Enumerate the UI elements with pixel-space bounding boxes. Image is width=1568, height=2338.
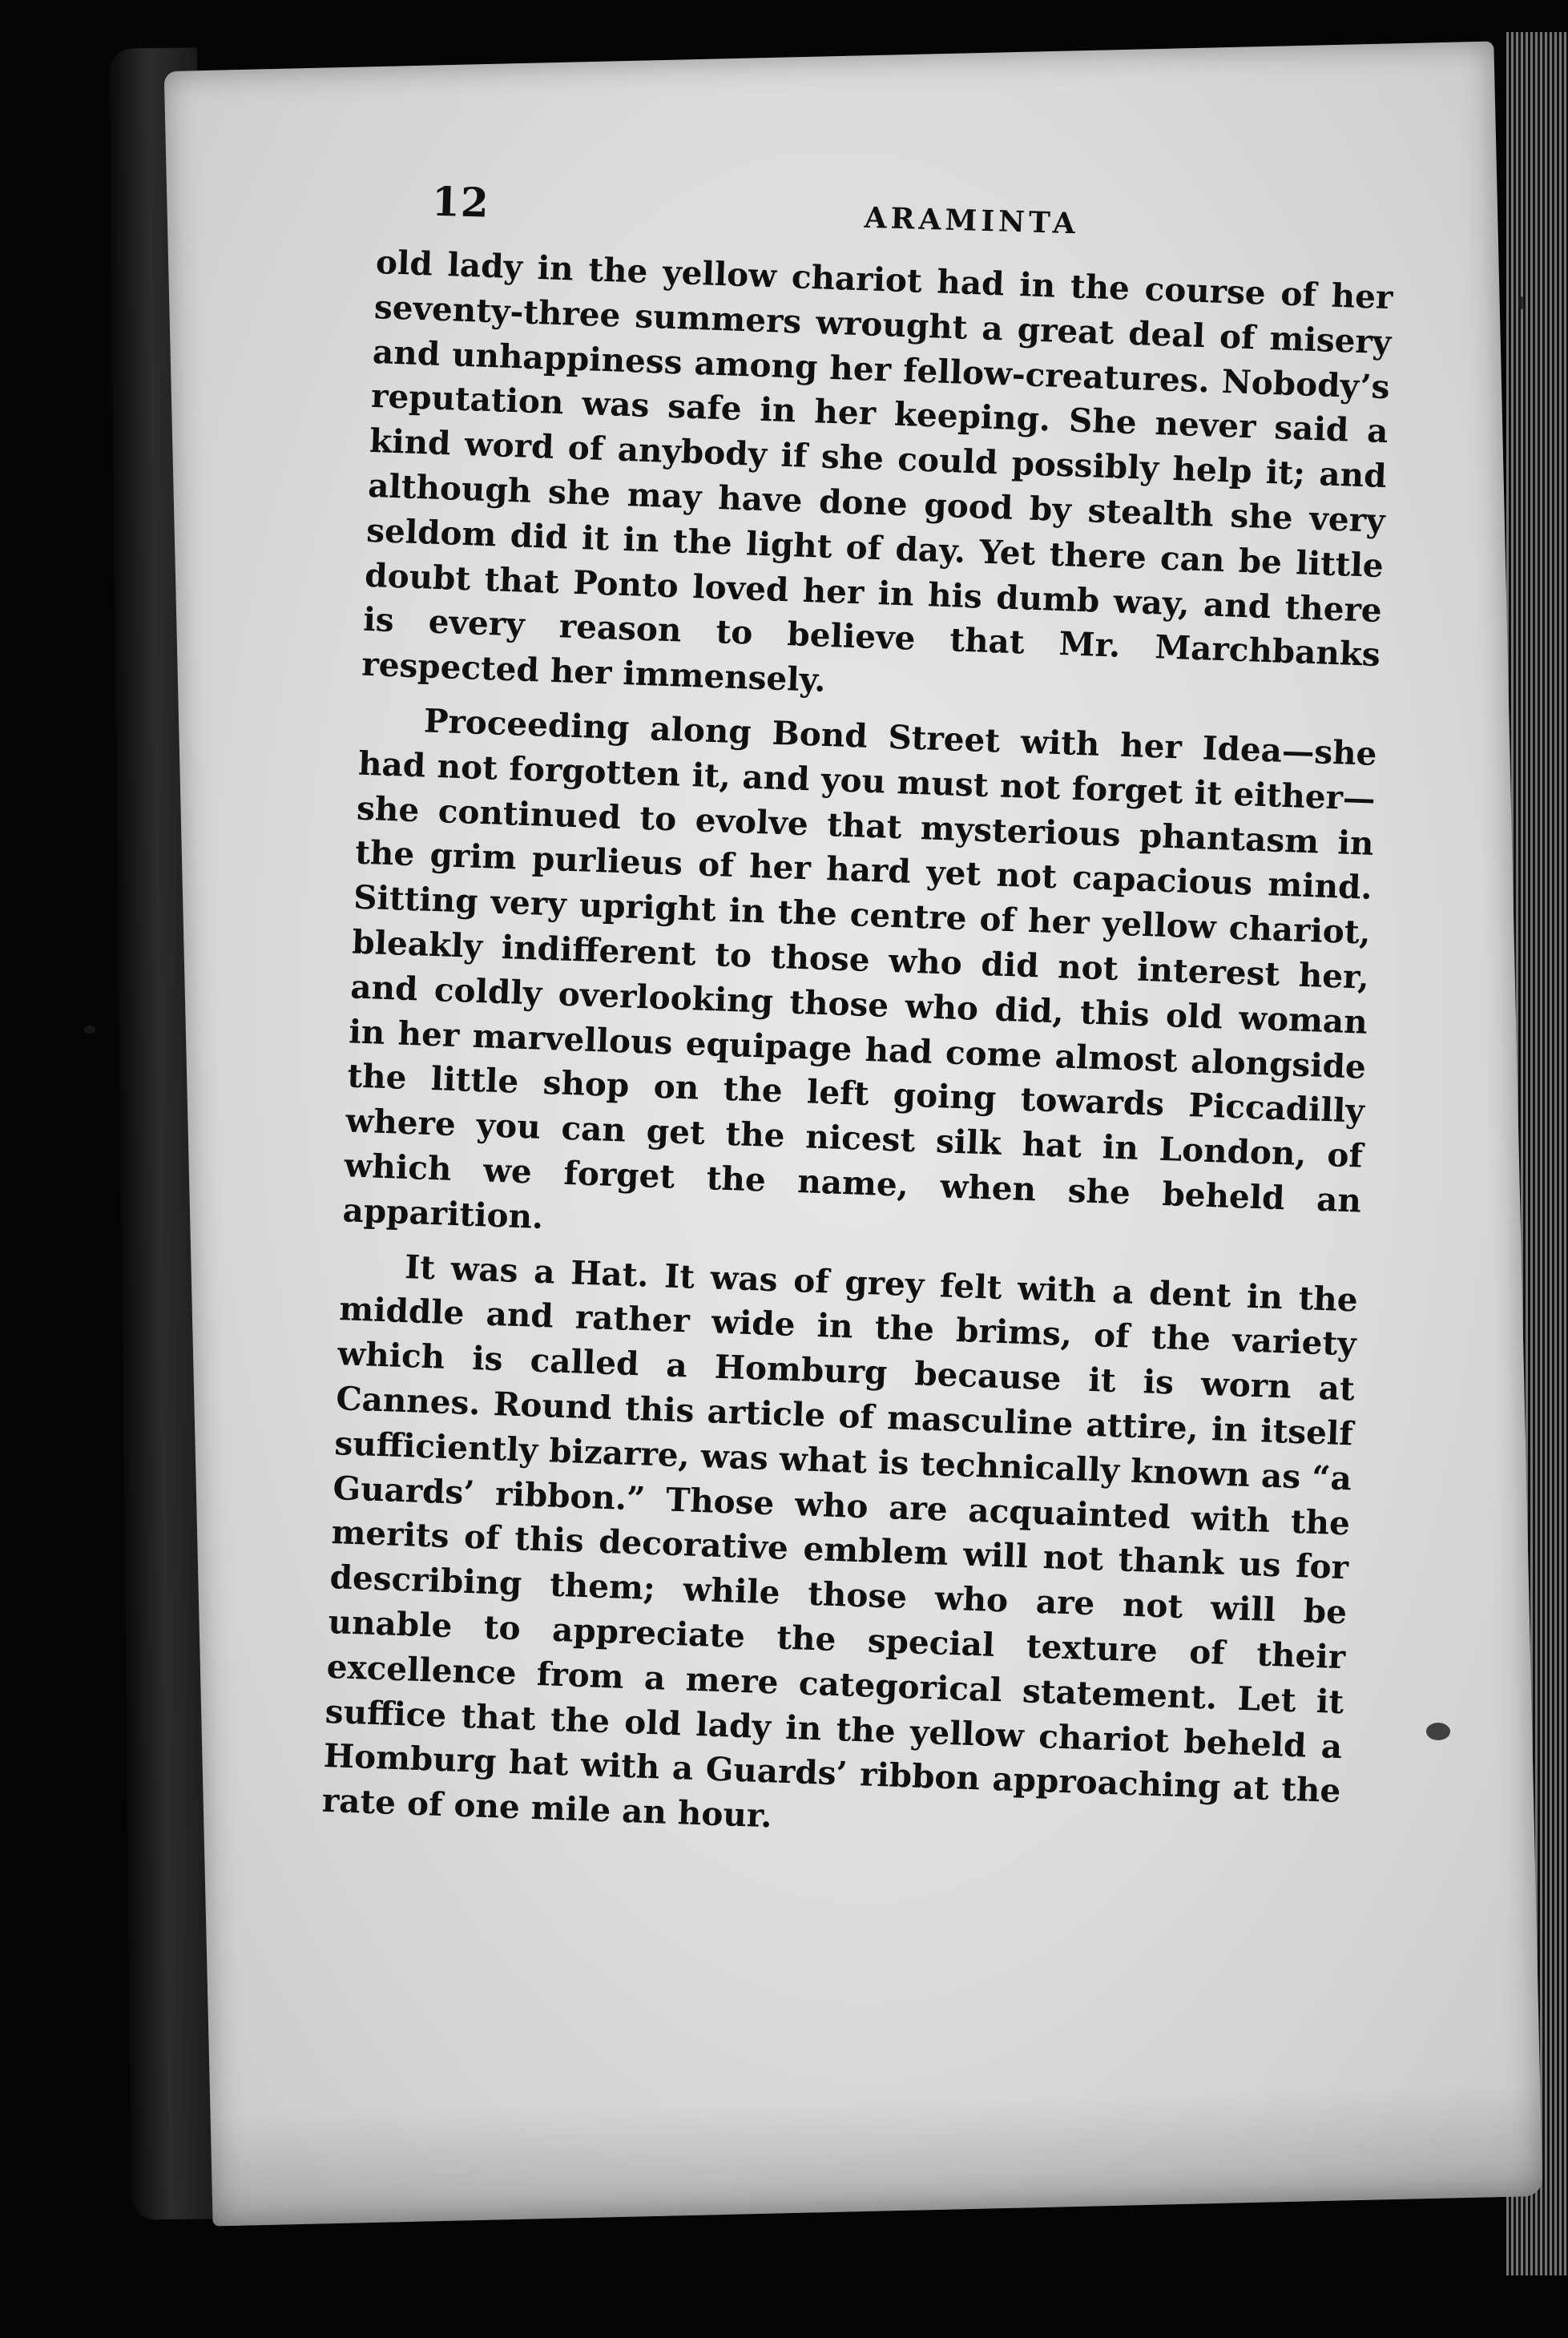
paragraph-2: Proceeding along Bond Street with her Idea—she had not forgotten it, and you must not forget it either—she continued to evolve that mysterious phantasm in the grim purlieus of her hard yet not capacious mind. Sitting very upright in the centre of her yellow chariot, bleakly indifferent to those who did not interest her, and coldly overlooking those who did, this old woman in her marvellous equipage had come almost alongside the little shop on the left going towards Piccadilly where you can get the nicest silk hat in London, of which we forget the name, when she beheld an apparition. [341, 701, 1378, 1236]
paragraph-1: old lady in the yellow chariot had in the course of her seventy-three summers wrought a great deal of misery and unhappiness among her fellow-creatures. Nobody’s reputation was safe in her keeping. She never said a kind word of anybody if she could possibly help it; and although she may have done good by stealth she very seldom did it in the light of day. Yet there can be little doubt that Ponto loved her in his dumb way, and there is every reason to believe that Mr. Marchbanks respected her immensely. [361, 242, 1394, 700]
page-number: 12 [431, 177, 490, 227]
running-title: ARAMINTA [864, 200, 1080, 241]
scan-speck [1518, 296, 1525, 309]
page-body [321, 240, 1393, 1859]
scan-speck [84, 1026, 95, 1034]
paragraph-3: It was a Hat. It was of grey felt with a dent in the middle and rather wide in the brims, of the variety which is called a Homburg because it is worn at Cannes. Round this article of masculine attire, in itself sufficiently bizarre, was what is technically known as “a Guards’ ribbon.” Those who are acquainted with the merits of this decorative emblem will not thank us for describing them; while those who are not will be unable to appreciate the special texture of their excellence from a mere categorical statement. Let it suffice that the old lady in the yellow chariot beheld a Homburg hat with a Guards’ ribbon approaching at the rate of one mile an hour. [321, 1247, 1359, 1836]
scan-speck [1426, 1723, 1450, 1740]
